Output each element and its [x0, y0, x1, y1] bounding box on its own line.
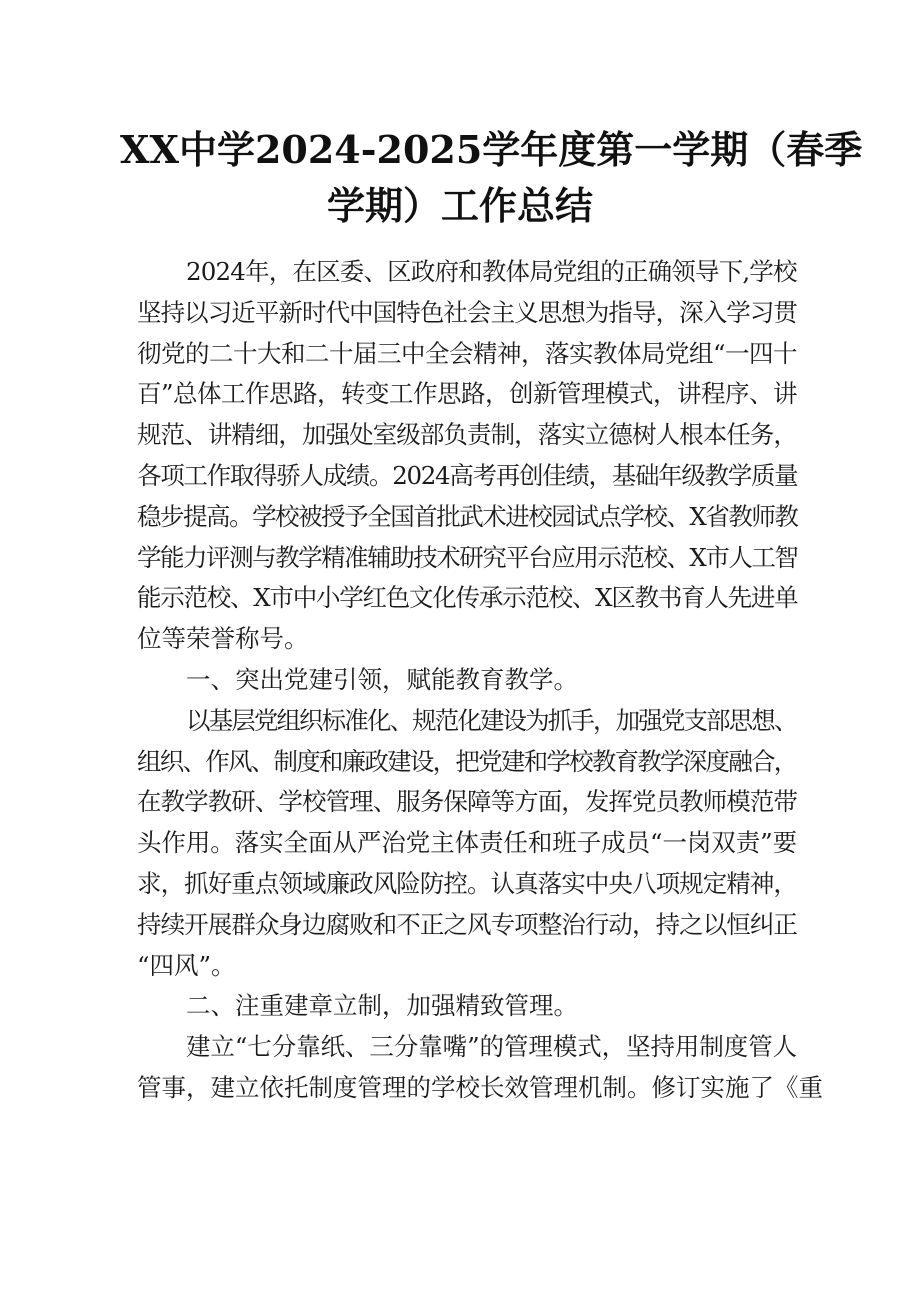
text-line: 求，抓好重点领域廉政风险防控。认真落实中央八项规定精神， — [137, 868, 797, 898]
text-line: 在教学教研、学校管理、服务保障等方面，发挥党员教师模范带 — [137, 787, 797, 817]
text-line: 能示范校、X市中小学红色文化传承示范校、X区教书育人先进单 — [137, 583, 798, 613]
text-line: 2024年，在区委、区政府和教体局党组的正确领导下,学校 — [186, 257, 797, 286]
text-line: 规范、讲精细，加强处室级部负责制，落实立德树人根本任务， — [137, 420, 797, 450]
title-line-2: 学期）工作总结 — [326, 183, 593, 228]
paragraph-party-building — [137, 701, 797, 987]
title-line-1: XX中学2024-2025学年度第一学期（春季 — [120, 127, 863, 172]
text-line: 稳步提高。学校被授予全国首批武术进校园试点学校、X省教师教 — [137, 501, 798, 531]
section-heading-2 — [137, 986, 797, 1027]
section-heading-text: 二、注重建章立制，加强精致管理。 — [186, 991, 578, 1021]
text-line: 头作用。落实全面从严治党主体责任和班子成员“一岗双责”要 — [137, 828, 798, 858]
document-body — [137, 252, 823, 1109]
text-line: 坚持以习近平新时代中国特色社会主义思想为指导，深入学习贯 — [137, 297, 797, 327]
paragraph-intro — [137, 252, 797, 660]
document-title — [120, 122, 863, 234]
section-heading-1 — [137, 660, 797, 701]
text-line: 持续开展群众身边腐败和不正之风专项整治行动，持之以恒纠正 — [137, 909, 797, 939]
text-line: 百”总体工作思路，转变工作思路，创新管理模式，讲程序、讲 — [137, 379, 798, 409]
text-line: 学能力评测与教学精准辅助技术研究平台应用示范校、X市人工智 — [137, 542, 798, 572]
text-line: 各项工作取得骄人成绩。2024高考再创佳绩，基础年级教学质量 — [137, 460, 798, 490]
text-line: 彻党的二十大和二十届三中全会精神，落实教体局党组“一四十 — [137, 338, 798, 368]
text-line: 建立“七分靠纸、三分靠嘴”的管理模式，坚持用制度管人 — [186, 1032, 798, 1062]
text-line: 组织、作风、制度和廉政建设，把党建和学校教育教学深度融合， — [137, 746, 797, 776]
text-line: 以基层党组织标准化、规范化建设为抓手，加强党支部思想、 — [186, 705, 797, 735]
text-line: 管事，建立依托制度管理的学校长效管理机制。修订实施了《重 — [137, 1072, 823, 1102]
text-line: 位等荣誉称号。 — [137, 624, 309, 654]
text-line: “四风”。 — [137, 950, 236, 980]
section-heading-text: 一、突出党建引领，赋能教育教学。 — [186, 664, 578, 694]
paragraph-management — [137, 1027, 823, 1109]
